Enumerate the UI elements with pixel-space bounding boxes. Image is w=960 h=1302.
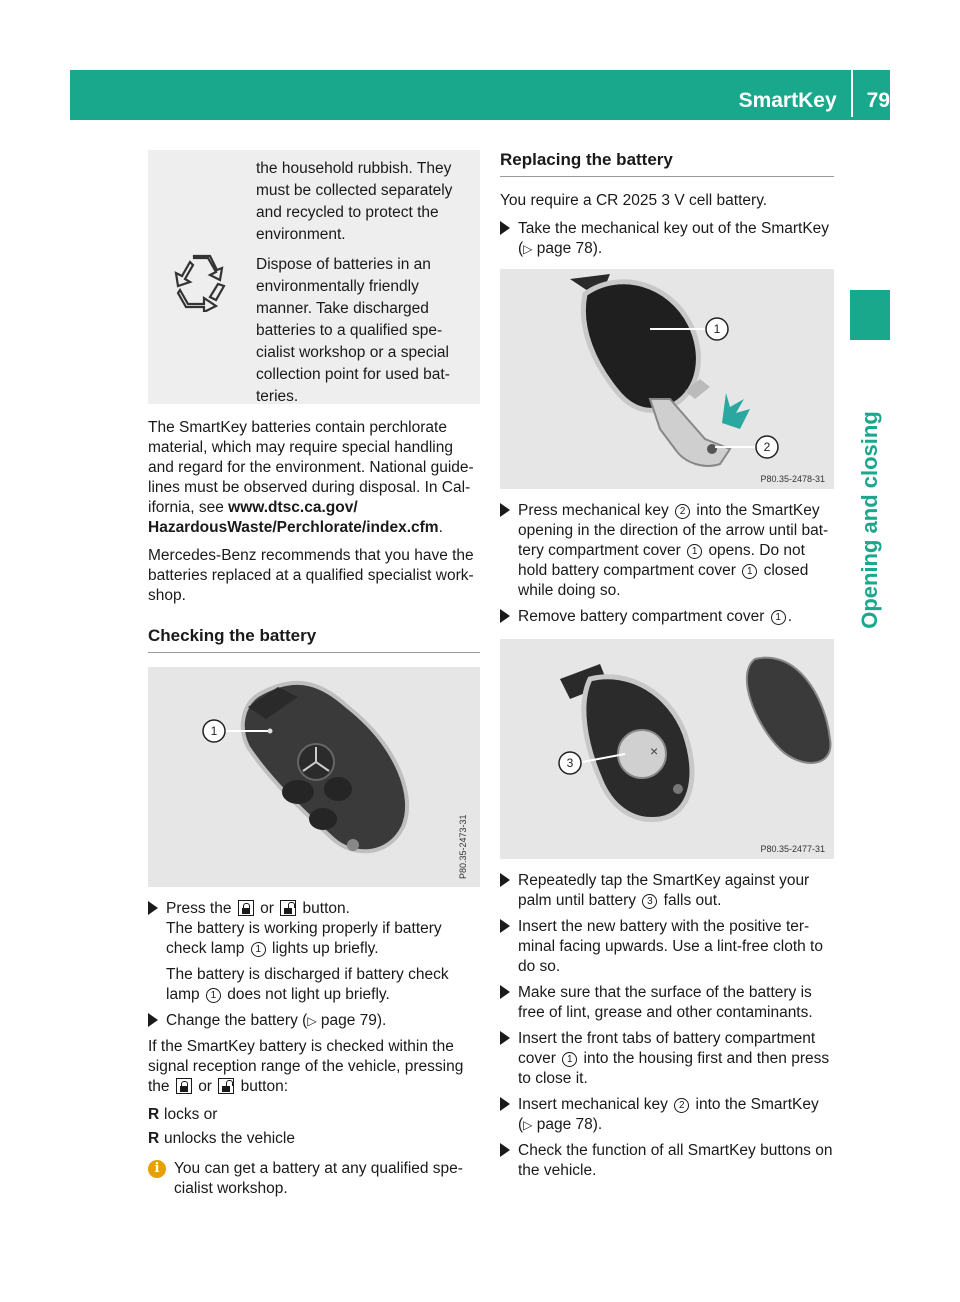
section-title: SmartKey — [738, 89, 837, 112]
step-tap-key — [500, 871, 834, 911]
step-text: Make sure that the surface of the battery is free of lint, grease and other contaminants. — [518, 984, 813, 1021]
callout-1: 1 — [206, 988, 221, 1003]
step-text: button. — [302, 900, 350, 917]
battery-compartment-illustration — [500, 639, 834, 859]
step-arrow-icon — [500, 985, 510, 999]
smartkey-illustration — [148, 667, 480, 887]
require-paragraph: You require a CR 2025 3 V cell battery. — [500, 192, 768, 209]
step-text: closed while doing so. — [518, 562, 809, 599]
callout-1: 1 — [251, 942, 266, 957]
callout-2: 2 — [675, 504, 690, 519]
signal-text: button: — [240, 1078, 289, 1095]
page-number: 79 — [866, 89, 890, 112]
mechanical-key-illustration — [500, 269, 834, 489]
step-text: Insert the new battery with the positive ter-minal facing upwards. Use a lint-free cloth to do so. — [518, 918, 823, 975]
recommend-paragraph: Mercedes-Benz recommends that you have the batteries replaced at a qualified specialist work-shop. — [148, 547, 474, 604]
step-clean-surface — [500, 983, 834, 1023]
step-text: Check the function of all SmartKey buttons on the vehicle. — [518, 1142, 833, 1179]
perchlorate-text: The SmartKey batteries contain perchlorate material, which may require special handling and regard for the environment. National guide-lines must be observed during disposal. In Cal-ifornia, see — [148, 419, 474, 516]
side-tab-marker — [850, 290, 890, 340]
callout-1: 1 — [687, 544, 702, 559]
info-note — [148, 1159, 480, 1199]
step-text: The battery is working properly if battery check lamp — [166, 920, 442, 957]
running-header — [739, 86, 890, 116]
step-press-lock — [148, 899, 480, 1005]
info-text: You can get a battery at any qualified spe-cialist workshop. — [174, 1160, 463, 1197]
unlock-icon — [218, 1078, 234, 1094]
step-text: . — [787, 608, 792, 625]
step-press-key — [500, 501, 834, 601]
callout-2: 2 — [763, 440, 771, 454]
step-text: Repeatedly tap the SmartKey against your palm until battery — [518, 872, 810, 909]
step-arrow-icon — [148, 1013, 158, 1027]
page-reference-link[interactable]: page 78). — [536, 240, 603, 257]
list-item — [148, 1105, 480, 1125]
step-text: does not light up briefly. — [227, 986, 390, 1003]
callout-1: 1 — [771, 610, 786, 625]
step-text: Take the mechanical key out of the SmartKey ( — [518, 220, 830, 257]
left-column — [148, 150, 480, 1199]
page-ref-icon: ▷ — [523, 242, 533, 256]
page-reference-link[interactable]: page 79). — [320, 1012, 387, 1029]
header-separator — [851, 69, 853, 117]
info-icon: i — [148, 1160, 166, 1178]
step-text: Remove battery compartment cover — [518, 608, 765, 625]
env-paragraph-2: Dispose of batteries in an environmentally friendly manner. Take discharged batteries to a qualified spe-cialist workshop or a special collection point for used bat-teries. — [256, 256, 450, 405]
page-reference-link[interactable]: page 78). — [536, 1116, 603, 1133]
replacing-heading: Replacing the battery — [500, 150, 834, 177]
step-arrow-icon — [500, 221, 510, 235]
page-ref-icon: ▷ — [523, 1118, 533, 1132]
step-take-key — [500, 219, 834, 259]
figure-key-insert — [500, 269, 834, 489]
step-text: Insert the front tabs of battery compartment cover — [518, 1030, 816, 1067]
step-text: Press mechanical key — [518, 502, 669, 519]
step-change-battery — [148, 1011, 480, 1031]
environment-note — [148, 150, 480, 404]
step-remove-cover — [500, 607, 834, 627]
unlock-icon — [280, 900, 296, 916]
figure-code: P80.35-2473-31 — [458, 814, 468, 879]
figure-code: P80.35-2477-31 — [760, 844, 825, 854]
step-arrow-icon — [500, 1031, 510, 1045]
step-arrow-icon — [500, 1097, 510, 1111]
step-text: into the housing first and then press to close it. — [518, 1050, 830, 1087]
list-item-text: unlocks the vehicle — [164, 1130, 295, 1147]
right-column — [500, 150, 834, 1187]
checking-heading: Checking the battery — [148, 626, 480, 653]
step-arrow-icon — [500, 503, 510, 517]
lock-icon — [238, 900, 254, 916]
signal-paragraph — [148, 1037, 480, 1097]
step-insert-cover — [500, 1029, 834, 1089]
step-text: falls out. — [663, 892, 722, 909]
signal-text: If the SmartKey battery is checked within the signal reception range of the vehicle, pressing the — [148, 1038, 464, 1095]
figure-battery — [500, 639, 834, 859]
step-text: lights up briefly. — [272, 940, 379, 957]
step-arrow-icon — [148, 901, 158, 915]
bullet-icon: R — [148, 1106, 160, 1123]
step-check-function — [500, 1141, 834, 1181]
callout-2: 2 — [674, 1098, 689, 1113]
step-text: Insert mechanical key — [518, 1096, 668, 1113]
callout-1: 1 — [210, 724, 218, 738]
svg-text:×: × — [650, 743, 659, 759]
step-insert-battery — [500, 917, 834, 977]
step-arrow-icon — [500, 873, 510, 887]
step-arrow-icon — [500, 609, 510, 623]
callout-3: 3 — [566, 756, 574, 770]
callout-3: 3 — [642, 894, 657, 909]
list-item — [148, 1129, 480, 1149]
perchlorate-paragraph — [148, 418, 480, 538]
perchlorate-url[interactable]: www.dtsc.ca.gov/ HazardousWaste/Perchlorate/index.cfm — [148, 499, 439, 536]
callout-1: 1 — [742, 564, 757, 579]
figure-code: P80.35-2478-31 — [760, 474, 825, 484]
callout-1: 1 — [562, 1052, 577, 1067]
page-ref-icon: ▷ — [307, 1014, 317, 1028]
list-item-text: locks or — [164, 1106, 218, 1123]
figure-key-check — [148, 667, 480, 887]
environment-note-text — [256, 158, 466, 416]
step-insert-key — [500, 1095, 834, 1135]
step-text: Press the — [166, 900, 232, 917]
recycle-icon — [168, 250, 234, 312]
step-text: into the SmartKey opening in the direction of the arrow until bat-tery compartment cover — [518, 502, 829, 559]
step-text: or — [260, 900, 274, 917]
bullet-icon: R — [148, 1130, 160, 1147]
perchlorate-end: . — [438, 519, 443, 536]
step-arrow-icon — [500, 1143, 510, 1157]
step-arrow-icon — [500, 919, 510, 933]
step-text: The battery is discharged if battery check lamp — [166, 966, 449, 1003]
chapter-label: Opening and closing — [857, 411, 882, 629]
env-paragraph-1: the household rubbish. They must be collected separately and recycled to protect the environment. — [256, 160, 453, 243]
step-text: Change the battery ( — [166, 1012, 308, 1029]
step-text: opens. Do not hold battery compartment cover — [518, 542, 805, 579]
step-text: into the SmartKey ( — [518, 1096, 819, 1133]
lock-icon — [176, 1078, 192, 1094]
signal-text: or — [198, 1078, 212, 1095]
callout-1: 1 — [713, 322, 721, 336]
